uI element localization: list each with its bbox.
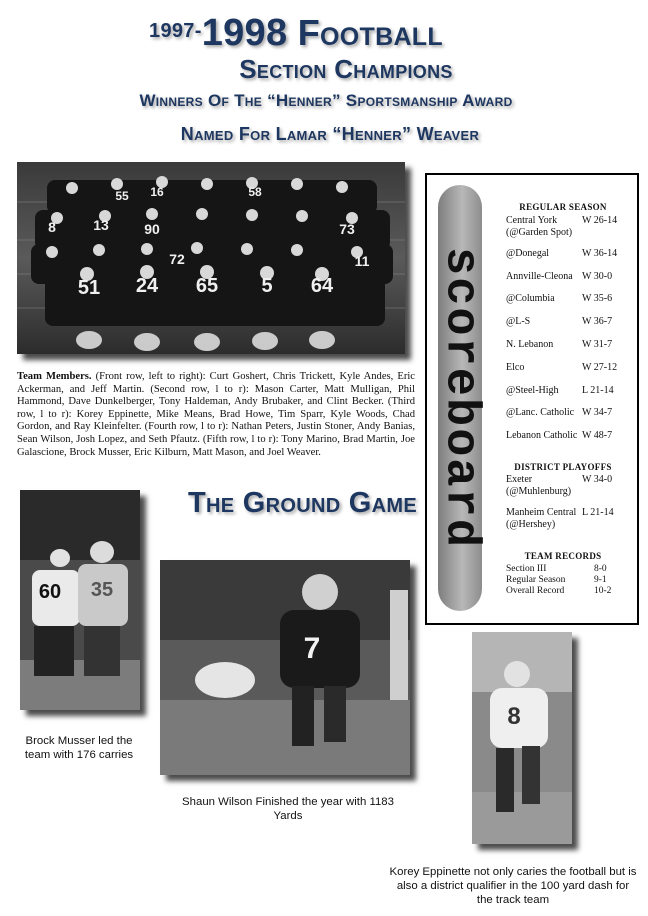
game-result: W 36-7: [582, 316, 613, 327]
game-opponent: @Lanc. Catholic: [506, 407, 575, 418]
game-opponent: Elco: [506, 362, 525, 373]
district-playoffs-title: DISTRICT PLAYOFFS: [514, 462, 612, 472]
jersey-number: 24: [135, 275, 159, 297]
game-location: (@Garden Spot): [506, 227, 573, 238]
game-result: W 31-7: [582, 339, 613, 350]
game-opponent: @L-S: [506, 316, 531, 327]
roster-caption: [17, 371, 415, 459]
game-location: (@Hershey): [506, 519, 556, 530]
jersey-number: 51: [77, 277, 101, 299]
photo-korey-eppinette: [472, 632, 572, 844]
record-label: Overall Record: [506, 586, 565, 596]
game-opponent: N. Lebanon: [506, 339, 554, 350]
record-value: 8-0: [594, 564, 607, 574]
game-result: W 34-7: [582, 407, 613, 418]
record-label: Regular Season: [506, 575, 566, 585]
record-label: Section III: [506, 564, 547, 574]
page-title: [0, 12, 620, 55]
scoreboard-vertical-title: scoreboard: [433, 246, 487, 550]
roster-lead: Team Members.: [17, 371, 92, 382]
jersey-number: 65: [195, 275, 219, 297]
regular-season-title: REGULAR SEASON: [519, 202, 607, 212]
subtitle-award: Winners Of The “Henner” Sportsmanship Award: [139, 91, 513, 110]
game-opponent: Exeter: [506, 474, 533, 485]
game-opponent: Manheim Central: [506, 507, 577, 518]
scoreboard-panel: [425, 173, 639, 625]
caption-korey-eppinette: Korey Eppinette not only caries the football but is also a district qualifier in the 100 yard dash for the track team: [389, 866, 637, 906]
jersey-number: 64: [310, 275, 334, 297]
caption-shaun-wilson: Shaun Wilson Finished the year with 1183 Yards: [182, 796, 394, 822]
team-photo: [17, 162, 405, 354]
jersey-number: 35: [90, 579, 114, 601]
jersey-number: 72: [169, 251, 185, 267]
roster-names: (Front row, left to right): Curt Goshert, Chris Trickett, Kyle Andes, Eric Ackerman, and Jeff Martin. (Second row, l to r): Mason Carter, Matt Mulligan, Phil Hammond, Dave Dunkelberger, Tony Haldeman, Andy Brubaker, and Clint Becker. (Third row, l to r): Korey Eppinette, Mike Means, Brad Howe, Tim Sparr, Kyle Woods, Chad Gordon, and Ray Kleinfelter. (Fourth row, l to r): Nathan Peters, Justin Stoner, Andy Banias, Sean Wilson, Josh Lopez, and Seth Pfautz. (Fifth row, l to r): Tony Marino, Brad Martin, Joe Galascione, Brock Musser, Eric Kilburn, Matt Mason, and Joel Weaver.: [17, 371, 415, 458]
game-result: W 27-12: [582, 362, 618, 373]
title-word: Football: [297, 12, 443, 53]
jersey-number: 5: [261, 275, 273, 297]
title-year-start: 1997-: [149, 20, 202, 42]
record-value: 9-1: [594, 575, 607, 585]
caption-brock-musser: Brock Musser led the team with 176 carries: [24, 735, 134, 761]
game-result: W 26-14: [582, 215, 618, 226]
jersey-number: 60: [38, 581, 62, 603]
game-opponent: @Steel-High: [506, 385, 559, 396]
game-location: (@Muhlenburg): [506, 486, 572, 497]
subtitle-named-for: Named For Lamar “Henner” Weaver: [180, 124, 480, 144]
title-year-end: 1998: [201, 12, 288, 54]
subtitle-section-champions: Section Champions: [239, 54, 453, 84]
jersey-number: 55: [115, 189, 129, 203]
game-opponent: Central York: [506, 215, 558, 226]
game-result: L 21-14: [582, 507, 614, 518]
jersey-number: 8: [507, 703, 521, 730]
jersey-number: 90: [144, 221, 160, 237]
jersey-number: 58: [248, 185, 262, 199]
section-title-ground-game: The Ground Game: [188, 487, 417, 519]
jersey-number: 13: [93, 217, 109, 233]
game-result: W 34-0: [582, 474, 613, 485]
game-opponent: @Columbia: [506, 293, 555, 304]
jersey-number: 8: [48, 219, 56, 235]
game-opponent: Annville-Cleona: [506, 271, 573, 282]
game-opponent: Lebanon Catholic: [506, 430, 578, 441]
game-result: W 35-6: [582, 293, 613, 304]
jersey-number: 7: [303, 632, 321, 665]
team-records-title: TEAM RECORDS: [524, 551, 602, 561]
game-opponent: @Donegal: [506, 248, 550, 259]
photo-brock-musser: [20, 490, 140, 710]
jersey-number: 16: [150, 185, 164, 199]
jersey-number: 11: [354, 253, 370, 269]
game-result: L 21-14: [582, 385, 614, 396]
record-value: 10-2: [594, 586, 612, 596]
game-result: W 48-7: [582, 430, 613, 441]
game-result: W 30-0: [582, 271, 613, 282]
jersey-number: 73: [339, 221, 355, 237]
photo-shaun-wilson: [160, 560, 410, 775]
game-result: W 36-14: [582, 248, 618, 259]
